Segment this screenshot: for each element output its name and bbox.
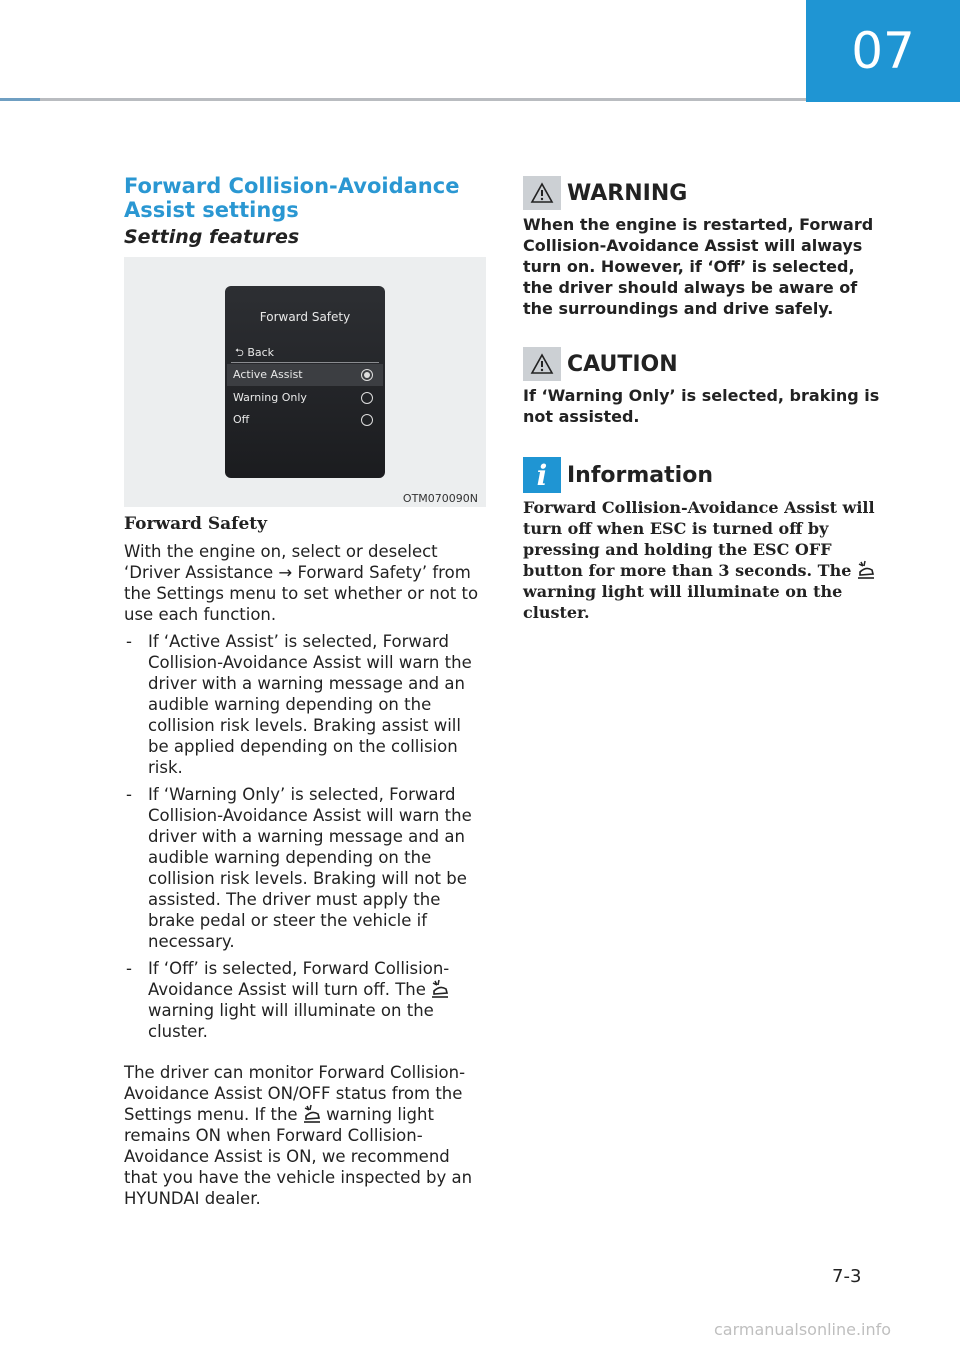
figure-code: OTM070090N <box>402 492 478 505</box>
left-body <box>124 514 486 1209</box>
screen-back <box>235 344 274 363</box>
list-item <box>124 784 486 952</box>
radio-selected-icon <box>361 369 373 381</box>
watermark: carmanualsonline.info <box>714 1320 892 1339</box>
bullet-text: warning light will illuminate on the cluster. <box>148 1001 434 1041</box>
screen-option-active-assist <box>227 364 383 386</box>
list-item <box>124 958 486 1042</box>
warning-text: When the engine is restarted, Forward Collision-Avoidance Assist will always turn on. However, if ‘Off’ is selected, the driver should always be aware of the surroundings and drive safely. <box>523 215 874 318</box>
intro-paragraph: With the engine on, select or deselect ‘Driver Assistance → Forward Safety’ from the Settings menu to set whether or not to use each function. <box>124 542 479 624</box>
information-title: Information <box>567 462 713 488</box>
right-column <box>523 176 888 623</box>
paragraph-text: warning light remains ON when Forward Collision-Avoidance Assist is ON, we recommend that you have the vehicle inspected by an HYUNDAI dealer. <box>124 1105 473 1208</box>
fca-warning-light-icon <box>303 1104 321 1124</box>
caution-title: CAUTION <box>567 351 678 377</box>
setting-features-subtitle: Setting features <box>124 226 300 248</box>
section-title: Forward Collision-Avoidance Assist settings <box>124 174 460 222</box>
screen-option-label: Warning Only <box>233 391 307 404</box>
list-item <box>124 631 486 778</box>
warning-notice <box>523 176 888 319</box>
header-rule <box>0 98 806 101</box>
bullet-text: If ‘Active Assist’ is selected, Forward Collision-Avoidance Assist will warn the driver with a warning message and an audible warning depending on the collision risk levels. Braking assist will be applied depending on the collision risk. <box>148 632 472 777</box>
cluster-figure <box>124 257 486 507</box>
page-number: 7-3 <box>832 1266 862 1287</box>
screen-divider <box>231 362 379 363</box>
warning-triangle-icon <box>523 176 561 210</box>
caution-notice <box>523 347 888 427</box>
warning-title: WARNING <box>567 180 688 206</box>
paragraph-text: The driver can monitor Forward Collision-Avoidance Assist ON/OFF status from the Settings menu. If the <box>124 1063 466 1124</box>
screen-option-off <box>227 409 383 431</box>
cluster-screen <box>225 286 385 478</box>
bullet-text: If ‘Warning Only’ is selected, Forward Collision-Avoidance Assist will warn the driver with a warning message and an audible warning depending on the collision risk levels. Braking will not be assisted. The driver must apply the brake pedal or steer the vehicle if necessary. <box>148 785 472 951</box>
fca-warning-light-icon <box>431 979 449 999</box>
option-list <box>124 631 486 1042</box>
chapter-tab: 07 <box>806 0 960 102</box>
information-text-a: Forward Collision-Avoidance Assist will turn off when ESC is turned off by pressing and holding the ESC OFF button for more than 3 seconds. The <box>523 498 875 580</box>
screen-option-warning-only <box>227 387 383 409</box>
back-label: Back <box>247 346 275 359</box>
information-notice <box>523 457 888 623</box>
screen-title: Forward Safety <box>259 310 351 324</box>
information-text <box>523 497 888 623</box>
header-rule-accent <box>0 98 40 101</box>
radio-unselected-icon <box>361 414 373 426</box>
caution-triangle-icon <box>523 347 561 381</box>
body-heading: Forward Safety <box>124 514 267 534</box>
bullet-text: If ‘Off’ is selected, Forward Collision-Avoidance Assist will turn off. The <box>148 959 450 999</box>
info-icon: i <box>523 457 561 493</box>
fca-warning-light-icon <box>857 560 875 580</box>
screen-option-label: Off <box>233 413 250 426</box>
caution-text: If ‘Warning Only’ is selected, braking is not assisted. <box>523 386 880 426</box>
radio-unselected-icon <box>361 392 373 404</box>
screen-option-label: Active Assist <box>233 368 303 381</box>
monitor-paragraph <box>124 1062 486 1209</box>
information-text-b: warning light will illuminate on the cluster. <box>523 582 843 622</box>
back-arrow-icon: ⮌ <box>235 346 244 359</box>
